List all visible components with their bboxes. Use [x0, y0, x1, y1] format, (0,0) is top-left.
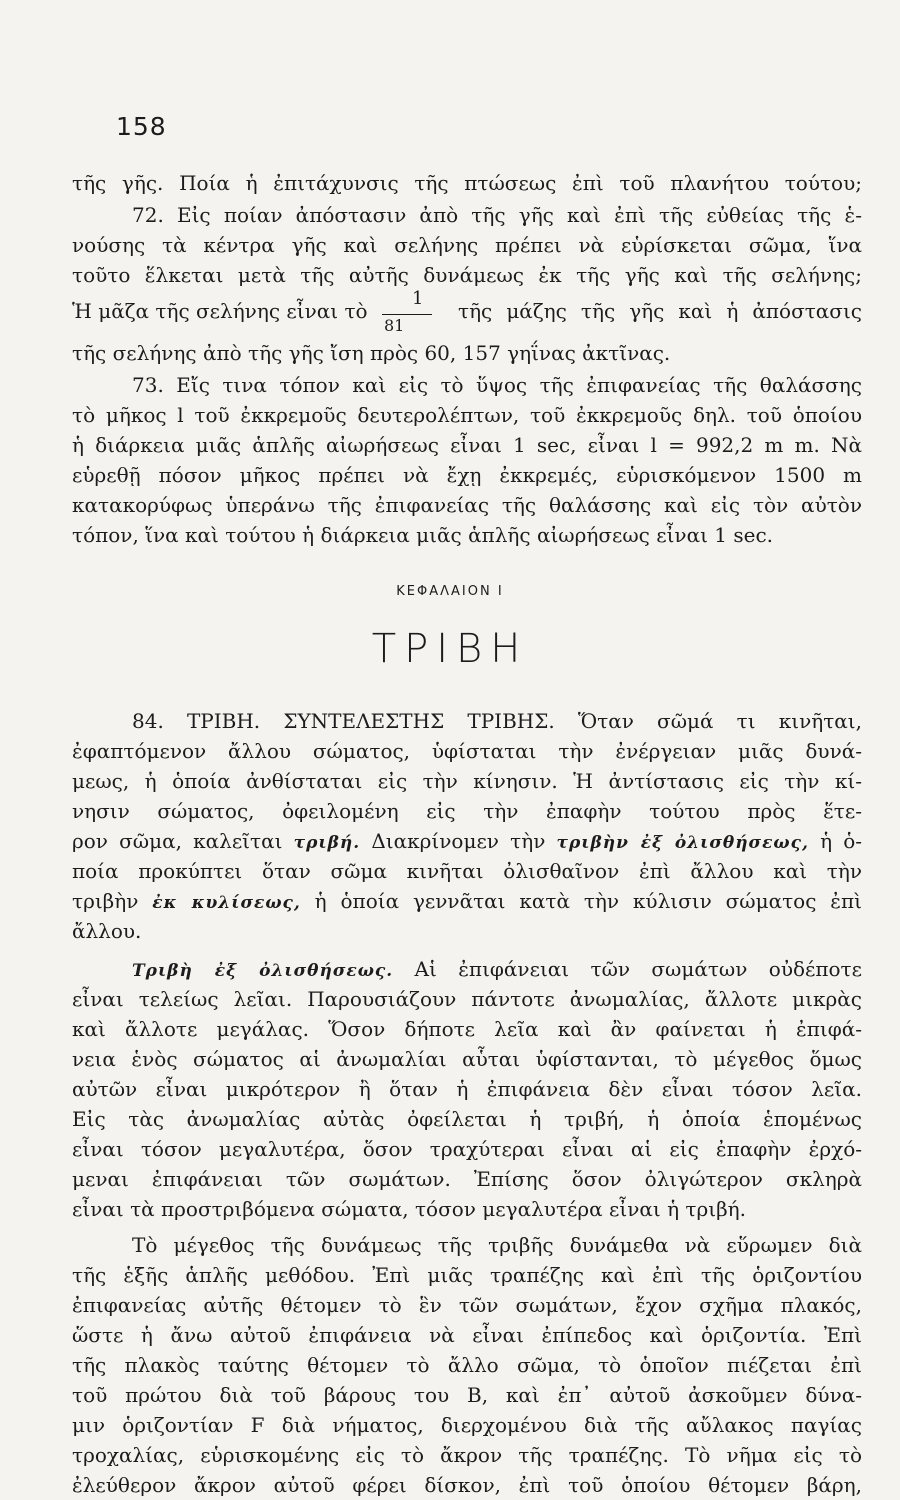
- text-line: 72. Εἰς ποίαν ἀπόστασιν ἀπὸ τῆς γῆς καὶ ἐπὶ τῆς εὐθείας τῆς ἑ-: [132, 203, 862, 227]
- text-line: μεως, ἡ ὁποία ἀνθίσταται εἰς τὴν κίνησιν. Ἡ ἀντίστασις εἰς τὴν κί-: [72, 769, 862, 793]
- text-line: καὶ ἄλλοτε μεγάλας. Ὅσον δήποτε λεῖα καὶ ἂν φαίνεται ἡ ἐπιφά-: [72, 1017, 862, 1041]
- italic-term: τριβὴν ἐξ ὀλισθήσεως,: [556, 833, 809, 853]
- text-line: ἄλλου.: [72, 919, 142, 943]
- text-line: Τὸ μέγεθος τῆς δυνάμεως τῆς τριβῆς δυνάμεθα νὰ εὕρωμεν διὰ: [132, 1233, 862, 1257]
- text-line: μιν ὁριζοντίαν F διὰ νήματος, διερχομένου διὰ τῆς αὔλακος παγίας: [72, 1413, 862, 1437]
- page-number: 158: [116, 112, 167, 141]
- italic-heading: Τριβὴ ἐξ ὀλισθήσεως.: [132, 961, 394, 981]
- text-line: [72, 828, 862, 856]
- text-line: εἶναι τελείως λεῖαι. Παρουσιάζουν πάντοτε ἀνωμαλίας, ἄλλοτε μικρὰς: [72, 987, 862, 1011]
- text-line: νησιν σώματος, ὀφειλομένη εἰς τὴν ἐπαφὴν τούτου πρὸς ἕτε-: [72, 799, 862, 823]
- text-line: Ἡ μᾶζα τῆς σελήνης εἶναι τὸ: [72, 299, 368, 323]
- text-line: ἡ διάρκεια μιᾶς ἁπλῆς αἰωρήσεως εἶναι 1 sec, εἶναι l = 992,2 m m. Νὰ: [72, 433, 862, 457]
- text-line: τῆς πλακὸς ταύτης θέτομεν τὸ ἄλλο σῶμα, τὸ ὁποῖον πιέζεται ἐπὶ: [72, 1353, 862, 1377]
- text-line: ὥστε ἡ ἄνω αὐτοῦ ἐπιφάνεια νὰ εἶναι ἐπίπεδος καὶ ὁριζοντία. Ἐπὶ: [72, 1323, 862, 1347]
- italic-term: ἐκ κυλίσεως,: [152, 893, 301, 913]
- italic-term: τριβή.: [293, 833, 361, 853]
- text-line: τὸ μῆκος l τοῦ ἐκκρεμοῦς δευτερολέπτων, τοῦ ἐκκρεμοῦς δηλ. τοῦ ὁποίου: [72, 403, 862, 427]
- text-line: 73. Εἴς τινα τόπον καὶ εἰς τὸ ὕψος τῆς ἐπιφανείας τῆς θαλάσσης: [132, 373, 862, 397]
- fraction-numerator: 1: [412, 288, 424, 309]
- text-line: κατακορύφως ὑπεράνω τῆς ἐπιφανείας τῆς θαλάσσης καὶ εἰς τὸν αὐτὸν: [72, 493, 862, 517]
- text-line: ἐφαπτόμενον ἄλλου σώματος, ὑφίσταται τὴν ἐνέργειαν μιᾶς δυνά-: [72, 739, 862, 763]
- fraction-denominator: 81: [384, 316, 405, 335]
- text-line: αὐτῶν εἶναι μικρότερον ἢ ὅταν ἡ ἐπιφάνεια δὲν εἶναι τόσον λεῖα.: [72, 1077, 862, 1101]
- text-line: τῆς γῆς. Ποία ἡ ἐπιτάχυνσις τῆς πτώσεως ἐπὶ τοῦ πλανήτου τούτου;: [72, 171, 862, 195]
- text-line: εἶναι τὰ προστριβόμενα σώματα, τόσον μεγαλυτέρα εἶναι ἡ τριβή.: [72, 1197, 746, 1221]
- text-line: τοῦτο ἕλκεται μετὰ τῆς αὐτῆς δυνάμεως ἐκ τῆς γῆς καὶ τῆς σελήνης;: [72, 263, 862, 287]
- chapter-label: ΚΕΦΑΛΑΙΟΝ Ι: [396, 584, 504, 599]
- text-line: εἶναι τόσον μεγαλυτέρα, ὅσον τραχύτεραι εἶναι αἱ εἰς ἐπαφὴν ἐρχό-: [72, 1137, 862, 1161]
- text-run: Διακρίνομεν τὴν: [371, 829, 546, 853]
- text-run: ρον σῶμα, καλεῖται: [72, 829, 283, 853]
- text-run: ἡ ὁποία γεννᾶται κατὰ τὴν κύλισιν σώματος ἐπὶ: [314, 889, 862, 913]
- text-line: εὑρεθῇ πόσον μῆκος πρέπει νὰ ἔχῃ ἐκκρεμές, εὑρισκόμενον 1500 m: [72, 463, 862, 487]
- text-line: ἐπιφανείας αὐτῆς θέτομεν τὸ ἓν τῶν σωμάτων, ἔχον σχῆμα πλακός,: [72, 1293, 862, 1317]
- fraction-bar: [382, 314, 432, 315]
- text-line: 84. ΤΡΙΒΗ. ΣΥΝΤΕΛΕΣΤΗΣ ΤΡΙΒΗΣ. Ὅταν σῶμά τι κινῆται,: [132, 709, 862, 733]
- text-line: νούσης τὰ κέντρα γῆς καὶ σελήνης πρέπει νὰ εὑρίσκεται σῶμα, ἵνα: [72, 233, 862, 257]
- text-line: Εἰς τὰς ἀνωμαλίας αὐτὰς ὀφείλεται ἡ τριβή, ἡ ὁποία ἑπομένως: [72, 1107, 862, 1131]
- text-line: τροχαλίας, εὑρισκομένης εἰς τὸ ἄκρον τῆς τραπέζης. Τὸ νῆμα εἰς τὸ: [72, 1443, 862, 1467]
- text-line: τῆς ἑξῆς ἁπλῆς μεθόδου. Ἐπὶ μιᾶς τραπέζης καὶ ἐπὶ τῆς ὁριζοντίου: [72, 1263, 862, 1287]
- text-line: νεια ἑνὸς σώματος αἱ ἀνωμαλίαι αὗται ὑφίστανται, τὸ μέγεθος ὅμως: [72, 1047, 862, 1071]
- text-line: τόπον, ἵνα καὶ τούτου ἡ διάρκεια μιᾶς ἁπλῆς αἰωρήσεως εἶναι 1 sec.: [72, 523, 774, 547]
- text-line: [72, 956, 862, 984]
- text-line: ποία προκύπτει ὅταν σῶμα κινῆται ὀλισθαῖνον ἐπὶ ἄλλου καὶ τὴν: [72, 859, 862, 883]
- text-line: μεναι ἐπιφάνειαι τῶν σωμάτων. Ἐπίσης ὅσον ὀλιγώτερον σκληρὰ: [72, 1167, 862, 1191]
- text-line: ἐλεύθερον ἄκρον αὐτοῦ φέρει δίσκον, ἐπὶ τοῦ ὁποίου θέτομεν βάρη,: [72, 1473, 862, 1497]
- text-line: τοῦ πρώτου διὰ τοῦ βάρους του B, καὶ ἐπ᾽ αὐτοῦ ἀσκοῦμεν δύνα-: [72, 1383, 862, 1407]
- text-run: ἡ ὁ-: [820, 829, 863, 853]
- text-run: τριβὴν: [72, 889, 139, 913]
- text-line: τῆς μάζης τῆς γῆς καὶ ἡ ἀπόστασις: [458, 299, 862, 323]
- text-line: τῆς σελήνης ἀπὸ τῆς γῆς ἴση πρὸς 60, 157 γηΐνας ἀκτῖνας.: [72, 341, 671, 365]
- text-run: Αἱ ἐπιφάνειαι τῶν σωμάτων οὐδέποτε: [414, 957, 862, 981]
- chapter-title: ΤΡΙΒΗ: [371, 626, 529, 672]
- text-line: [72, 888, 862, 916]
